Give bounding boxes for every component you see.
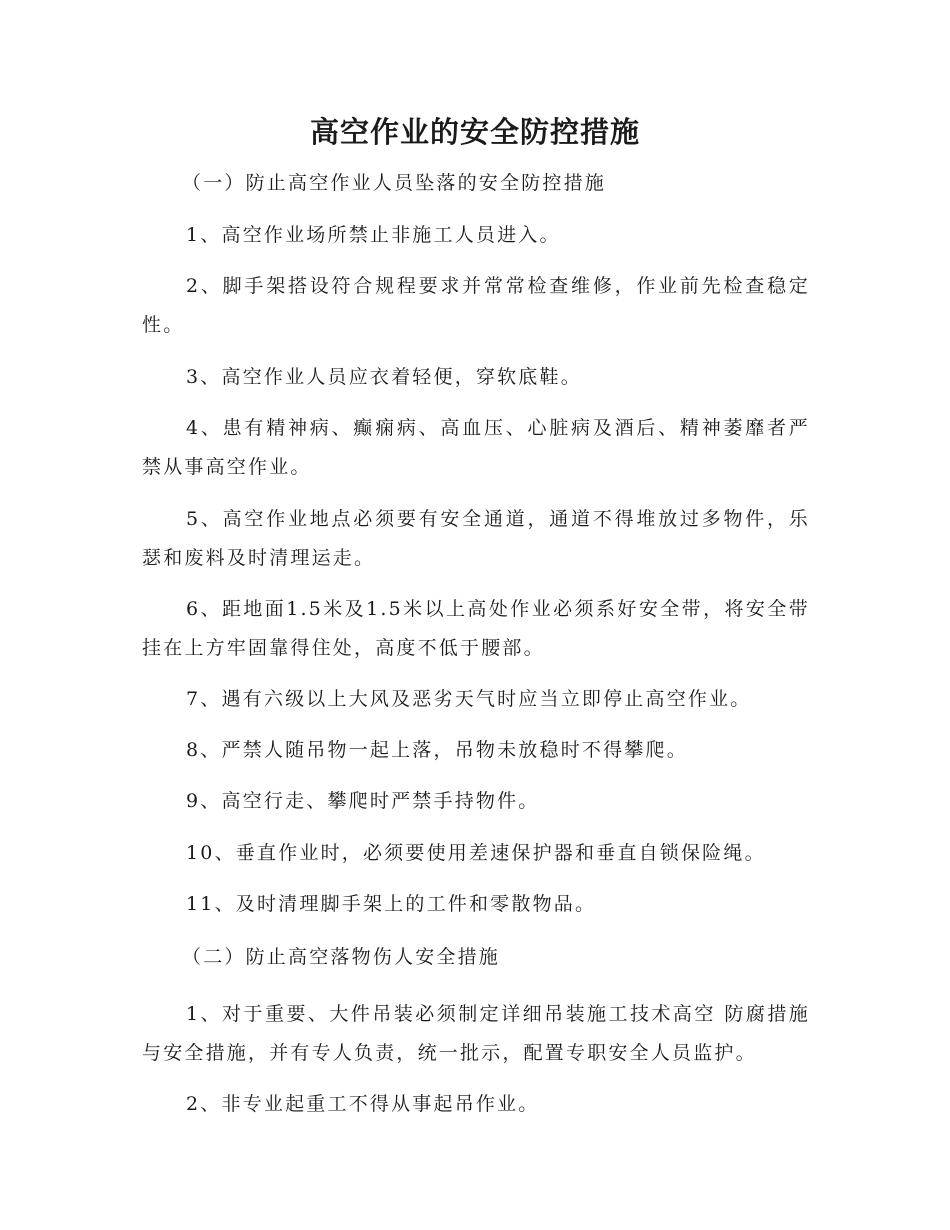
paragraph-item: 1、高空作业场所禁止非施工人员进入。 — [186, 224, 561, 246]
paragraph-item: 8、严禁人随吊物一起上落，吊物未放稳时不得攀爬。 — [186, 739, 688, 761]
paragraph-item: 3、高空作业人员应衣着轻便，穿软底鞋。 — [186, 366, 582, 388]
paragraph-item: 4、患有精神病、癫痫病、高血压、心脏病及酒后、精神萎靡者严禁从事高空作业。 — [142, 417, 810, 478]
paragraph-item: 1、对于重要、大件吊装必须制定详细吊装施工技术高空 防腐措施与安全措施，并有专人负责，统一批示，配置专职安全人员监护。 — [142, 1003, 810, 1064]
paragraph-item: 6、距地面1.5米及1.5米以上高处作业必须系好安全带，将安全带挂在上方牢固靠得住处，高度不低于腰部。 — [142, 598, 810, 659]
paragraph-item: 7、遇有六级以上大风及恶劣天气时应当立即停止高空作业。 — [186, 688, 752, 710]
section-heading-1: （一）防止高空作业人员坠落的安全防控措施 — [182, 172, 607, 194]
paragraph-item: 2、脚手架搭设符合规程要求并常常检查维修，作业前先检查稳定性。 — [142, 275, 810, 336]
paragraph-item: 2、非专业起重工不得从事起吊作业。 — [186, 1093, 540, 1115]
paragraph-item: 10、垂直作业时，必须要使用差速保护器和垂直自锁保险绳。 — [186, 842, 766, 864]
paragraph-item: 9、高空行走、攀爬时严禁手持物件。 — [186, 790, 540, 812]
document-title: 高空作业的安全防控措施 — [309, 115, 640, 149]
paragraph-item: 11、及时清理脚手架上的工件和零散物品。 — [186, 893, 597, 915]
section-heading-2: （二）防止高空落物伤人安全措施 — [182, 946, 501, 968]
paragraph-item: 5、高空作业地点必须要有安全通道，通道不得堆放过多物件，乐瑟和废料及时清理运走。 — [142, 508, 810, 569]
